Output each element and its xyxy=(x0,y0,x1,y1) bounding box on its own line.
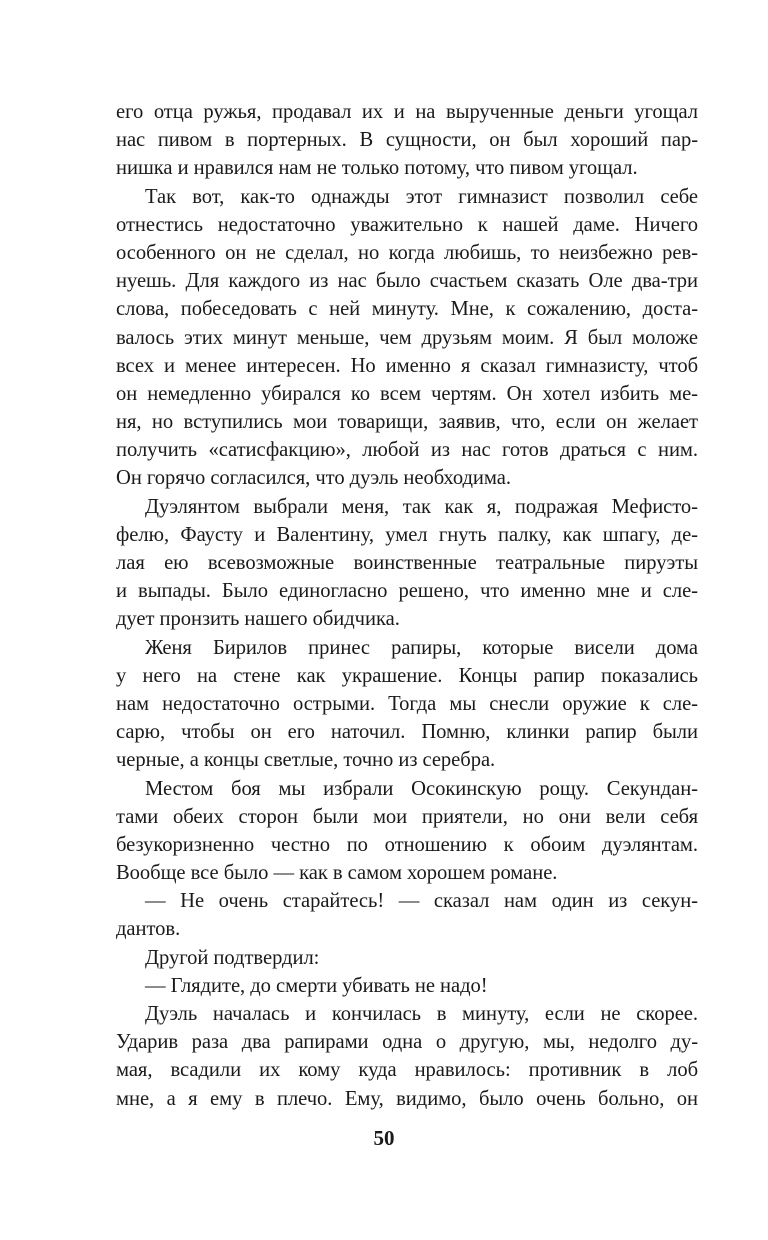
text-line: и выпады. Было единогласно решено, что именно мне и сле- xyxy=(116,580,698,603)
text-line: дует пронзить нашего обидчика. xyxy=(116,608,400,631)
text-line: нас пивом в портерных. В сущности, он был хороший пар- xyxy=(116,129,698,152)
text-line: валось этих минут меньше, чем друзьям моим. Я был моложе xyxy=(116,326,698,349)
text-line: Вообще все было — как в самом хорошем романе. xyxy=(116,862,558,885)
text-line: черные, а концы светлые, точно из серебра. xyxy=(116,749,496,772)
text-line: он немедленно убирался ко всем чертям. Он хотел избить ме- xyxy=(116,382,698,405)
text-line: Дуэлянтом выбрали меня, так как я, подражая Мефисто- xyxy=(145,495,698,518)
text-line: фелю, Фаусту и Валентину, умел гнуть палку, как шпагу, де- xyxy=(116,523,698,546)
text-line: сарю, чтобы он его наточил. Помню, клинки рапир были xyxy=(116,721,698,744)
text-line: Другой подтвердил: xyxy=(145,946,320,969)
text-line: дантов. xyxy=(116,918,181,941)
text-line: мая, всадили их кому куда нравилось: противник в лоб xyxy=(116,1059,698,1082)
text-line: слова, побеседовать с ней минуту. Мне, к сожалению, доста- xyxy=(116,298,698,321)
text-line: тами обеих сторон были мои приятели, но они вели себя xyxy=(116,805,698,828)
text-line: лая ею всевозможные воинственные театральные пируэты xyxy=(116,552,698,574)
text-line: нишка и нравился нам не только потому, что пивом угощал. xyxy=(116,157,638,180)
text-line: Женя Бирилов принес рапиры, которые висели дома xyxy=(145,636,698,659)
text-line: — Глядите, до смерти убивать не надо! xyxy=(145,974,488,997)
text-line: Он горячо согласился, что дуэль необходима. xyxy=(116,467,511,490)
text-line: получить «сатисфакцию», любой из нас готов драться с ним. xyxy=(116,439,698,462)
text-line: нам недостаточно острыми. Тогда мы снесли оружие к сле- xyxy=(116,692,698,715)
text-line: — Не очень старайтесь! — сказал нам один из секун- xyxy=(145,890,698,913)
text-line: Так вот, как-то однажды этот гимназист позволил себе xyxy=(145,185,698,208)
text-line: у него на стене как украшение. Концы рапир показались xyxy=(116,664,698,687)
text-line: его отца ружья, продавал их и на вырученные деньги угощал xyxy=(116,101,698,123)
page-number: 50 xyxy=(373,1126,395,1150)
page-body xyxy=(116,98,698,1113)
text-line: мне, а я ему в плечо. Ему, видимо, было очень больно, он xyxy=(116,1087,698,1110)
text-line: безукоризненно честно по отношению к обоим дуэлянтам. xyxy=(116,833,698,856)
text-line: всех и менее интересен. Но именно я сказал гимназисту, чтоб xyxy=(116,354,698,377)
text-line: Ударив раза два рапирами одна о другую, мы, недолго ду- xyxy=(116,1031,698,1054)
text-line: ня, но вступились мои товарищи, заявив, что, если он желает xyxy=(116,411,698,434)
text-line: Дуэль началась и кончилась в минуту, если не скорее. xyxy=(145,1003,698,1025)
text-line: отнестись недостаточно уважительно к нашей даме. Ничего xyxy=(116,213,698,236)
text-line: нуешь. Для каждого из нас было счастьем сказать Оле два-три xyxy=(116,270,698,293)
text-line: Местом боя мы избрали Осокинскую рощу. Секундан- xyxy=(145,777,698,800)
text-line: особенного он не сделал, но когда любишь, то неизбежно рев- xyxy=(116,241,698,264)
